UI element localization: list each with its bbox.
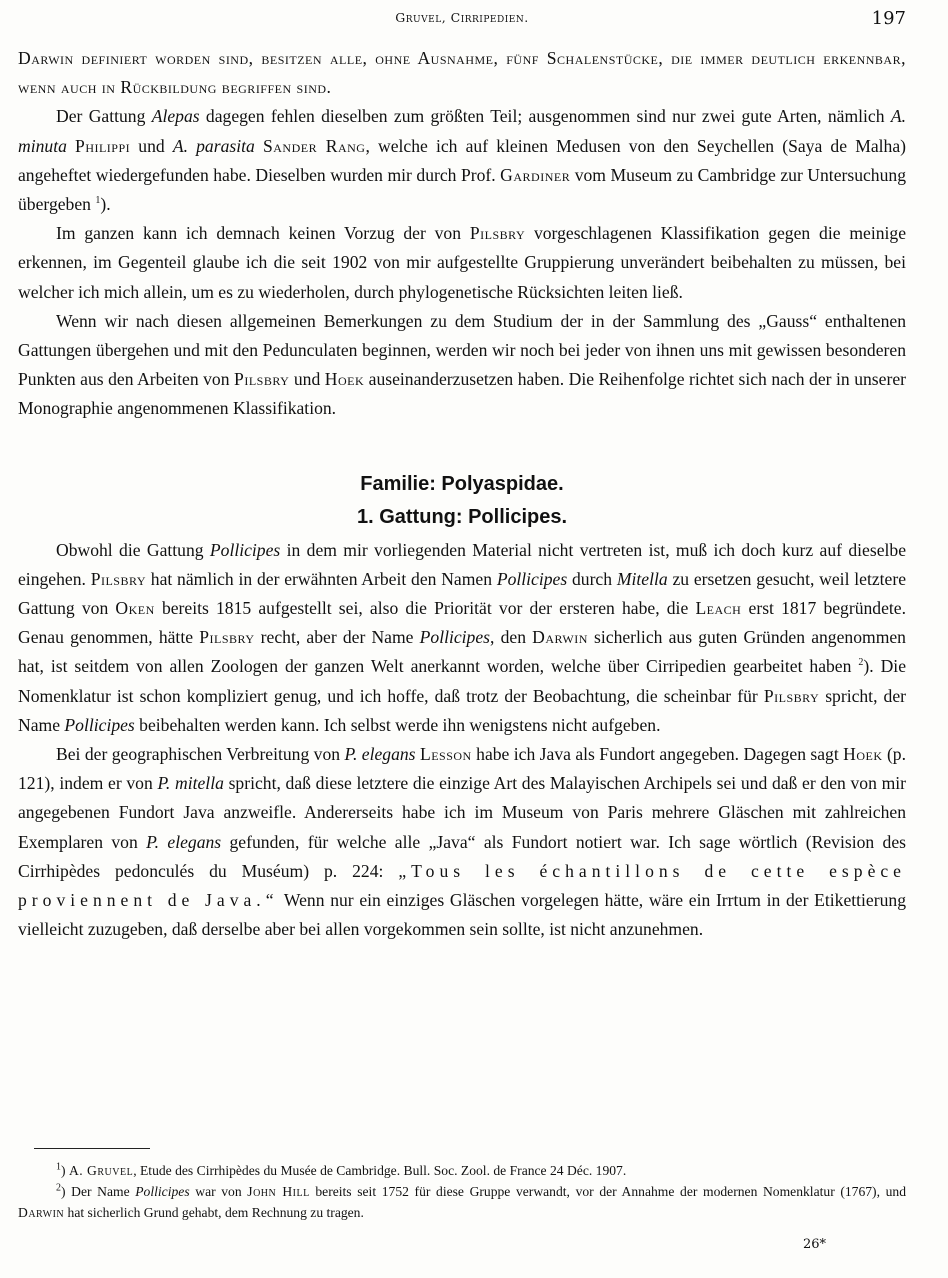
footnote-2: $^2$) Der Name Pollicipes war von John Hill bereits seit 1752 für diese Gruppe verwandt, vor der Annahme der modernen Nomenklatur (1767), und Darwin hat sicherlich Grund gehabt, dem Rechnung zu tragen. <box>18 1182 907 1220</box>
body-text <box>18 44 906 944</box>
page-header <box>18 8 906 36</box>
paragraph-2: Der Gattung Alepas dagegen fehlen dieselben zum größten Teil; ausgenommen sind nur zwei gute Arten, nämlich A. minuta Philippi und A. parasita Sander Rang, welche ich auf kleinen Medusen von den Seychellen (Saya de Malha) angeheftet wiedergefunden habe. Dieselben wurden mir durch Prof. Gardiner vom Museum zu Cambridge zur Untersuchung übergeben $^1$). <box>18 106 906 215</box>
section-heading-genus: 1. Gattung: Pollicipes. <box>356 505 568 528</box>
section-heading-family: Familie: Polyaspidae. <box>360 472 564 495</box>
paragraph-4: Wenn wir nach diesen allgemeinen Bemerkungen zu dem Studium der in der Sammlung des „Gauss“ enthaltenen Gattungen übergehen und mit den Pedunculaten beginnen, werden wir noch bei jeder von ihnen uns mit gewissen besonderen Punkten aus den Arbeiten von Pilsbry und Hoek auseinanderzusetzen haben. Die Reihenfolge richtet sich nach der in unserer Monographie angenommenen Klassifikation. <box>18 310 906 419</box>
footnotes <box>18 1160 906 1223</box>
paragraph-5: Obwohl die Gattung Pollicipes in dem mir vorliegenden Material nicht vertreten ist, muß ich doch kurz auf dieselbe eingehen. Pilsbry hat nämlich in der erwähnten Arbeit den Namen Pollicipes durch Mitella zu ersetzen gesucht, weil letztere Gattung von Oken bereits 1815 aufgestellt sei, also die Priorität vor der ersteren habe, die Leach erst 1817 begründete. Genau genommen, hätte Pilsbry recht, aber der Name Pollicipes, den Darwin sicherlich aus guten Gründen angenommen hat, ist seitdem von allen Zoologen der ganzen Welt anerkannt worden, welche über Cirripedien gearbeitet haben $^2$). Die Nomenklatur ist schon kompliziert genug, und ich hoffe, daß trotz der Beobachtung, die scheinbar für Pilsbry spricht, der Name Pollicipes beibehalten werden kann. Ich selbst werde ihn wenigstens nicht aufgeben. <box>18 539 907 735</box>
sheet-signature: 26* <box>802 1237 826 1252</box>
running-head: Gruvel, Cirripedien. <box>395 10 529 25</box>
footnote-ref-2: 2 <box>858 657 864 669</box>
footnote-rule <box>34 1148 150 1149</box>
paragraph-3: Im ganzen kann ich demnach keinen Vorzug der von Pilsbry vorgeschlagenen Klassifikation gegen die meinige erkennen, im Gegenteil glaube ich die seit 1902 von mir aufgestellte Gruppierung unverändert beibehalten zu müssen, bei welcher ich mich allein, um es zu wiederholen, durch phylogenetische Rücksichten leiten ließ. <box>18 223 907 302</box>
page-number: 197 <box>871 8 906 29</box>
footnote-ref-1: 1 <box>95 195 101 207</box>
paragraph-6: Bei der geographischen Verbreitung von P. elegans Lesson habe ich Java als Fundort angegeben. Dagegen sagt Hoek (p. 121), indem er von P. mitella spricht, daß diese letztere die einzige Art des Malayischen Archipels sei und daß er den von mir angegebenen Fundort Java anzweifle. Andererseits habe ich im Museum von Paris mehrere Gläschen mit zahlreichen Exemplaren von P. elegans gefunden, für welche alle „Java“ als Fundort notiert war. Ich sage wörtlich (Revision des Cirrhipèdes pedonculés du Muséum) p. 224: „Tous les échantillons de cette espèce proviennent de Java.“ Wenn nur ein einziges Gläschen vorgelegen hätte, wäre ein Irrtum in der Etikettierung vielleicht zuzugeben, daß derselbe aber bei allen vorgekommen sein sollte, ist nicht anzunehmen. <box>18 744 907 940</box>
paragraph-1: Darwin definiert worden sind, besitzen alle, ohne Ausnahme, fünf Schalenstücke, die immer deutlich erkennbar, wenn auch in Rückbildung begriffen sind. <box>18 48 906 98</box>
footnote-1: $^1$) A. Gruvel, Etude des Cirrhipèdes du Musée de Cambridge. Bull. Soc. Zool. de France 24 Déc. 1907. <box>56 1161 627 1178</box>
french-quote: „Tous les échantillons de cette espèce proviennent de Java.“ <box>18 860 906 911</box>
